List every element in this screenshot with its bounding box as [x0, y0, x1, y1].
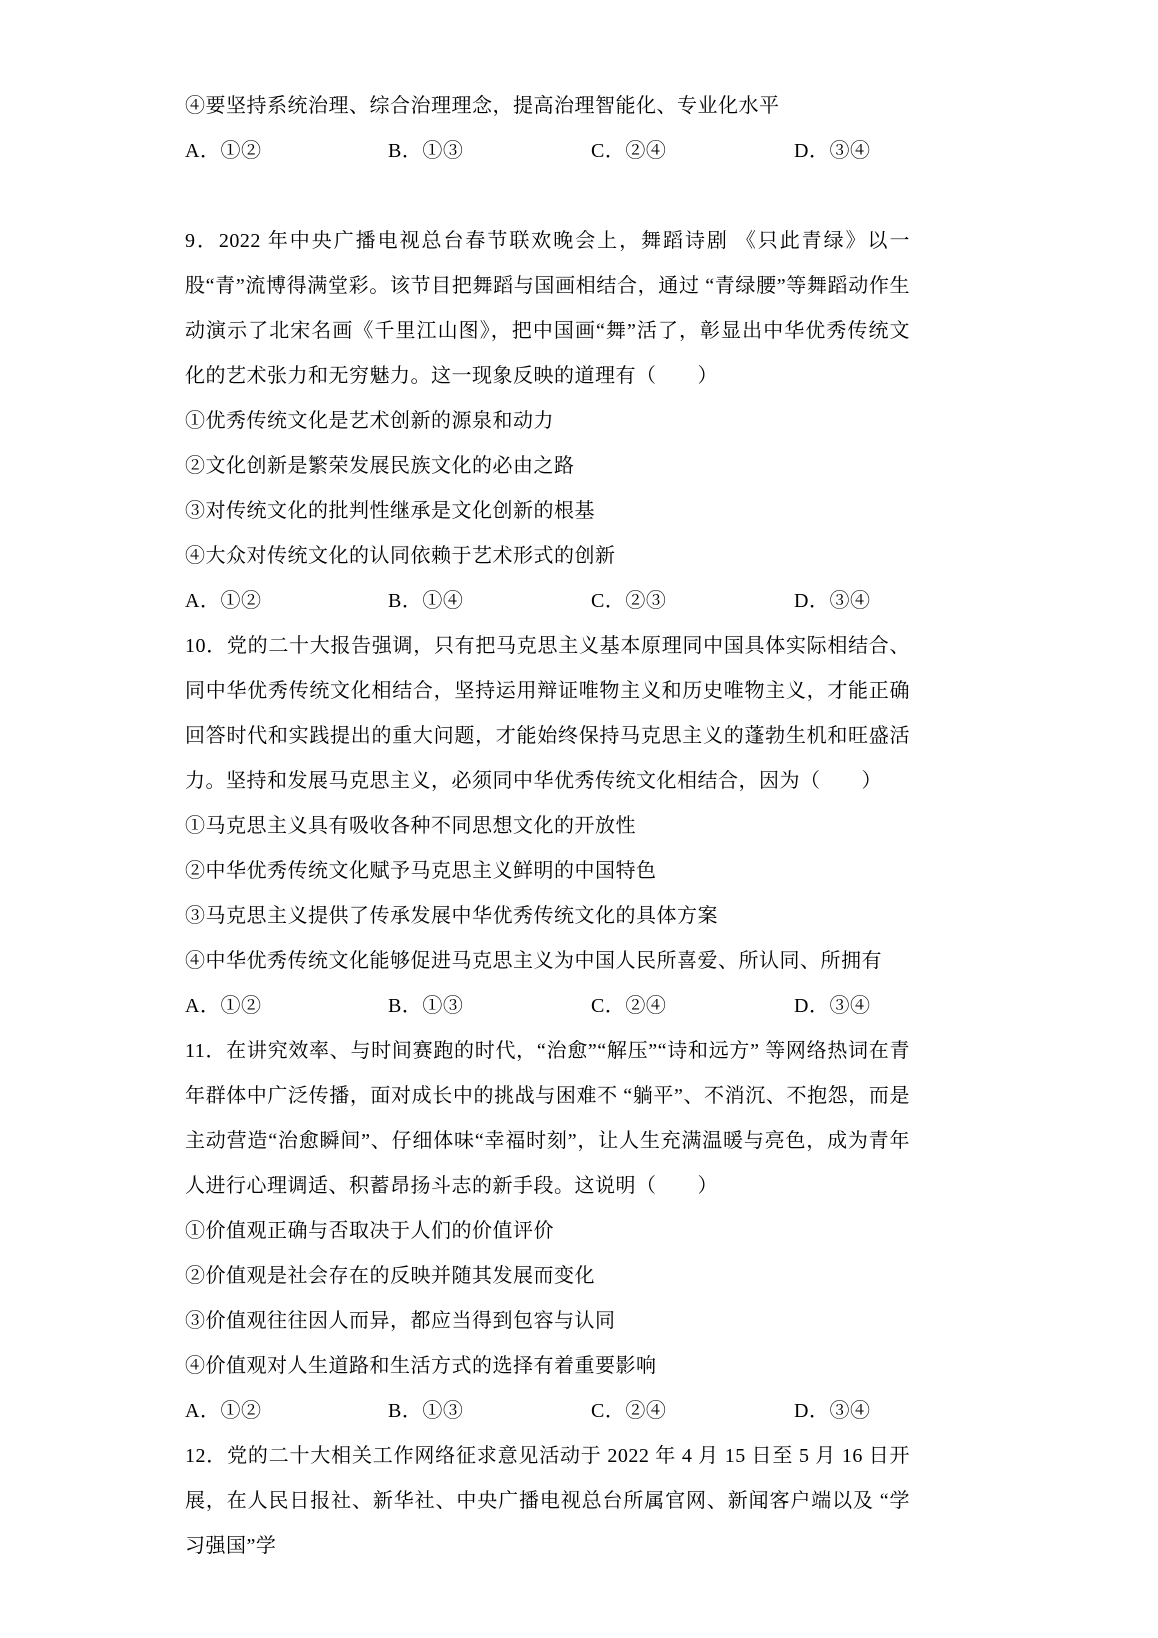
question-9-item-3: ③对传统文化的批判性继承是文化创新的根基	[185, 500, 595, 522]
question-9-choice-c: C．②③	[591, 590, 667, 612]
question-8-choice-d: D．③④	[794, 140, 871, 162]
question-11-item-2: ②价值观是社会存在的反映并随其发展而变化	[185, 1265, 595, 1287]
question-11-item-1: ①价值观正确与否取决于人们的价值评价	[185, 1220, 554, 1242]
question-10-stem: 10．党的二十大报告强调，只有把马克思主义基本原理同中国具体实际相结合、同中华优秀传统文化相结合，坚持运用辩证唯物主义和历史唯物主义，才能正确回答时代和实践提出的重大问题，才能始终保持马克思主义的蓬勃生机和旺盛活力。坚持和发展马克思主义，必须同中华优秀传统文化相结合，因为（ ）	[185, 635, 910, 792]
question-8-choices-row	[185, 129, 910, 174]
question-9-choice-d: D．③④	[794, 590, 871, 612]
question-9-stem: 9．2022 年中央广播电视总台春节联欢晚会上，舞蹈诗剧 《只此青绿》以一股“青”流博得满堂彩。该节目把舞蹈与国画相结合，通过 “青绿腰”等舞蹈动作生动演示了北宋名画《千里江山图》，把中国画“舞”活了，彰显出中华优秀传统文化的艺术张力和无穷魅力。这一现象反映的道理有（ ）	[185, 230, 910, 387]
question-9-choice-b: B．①④	[388, 590, 464, 612]
question-8-choice-a: A．①②	[185, 140, 262, 162]
question-11-choice-a: A．①②	[185, 1400, 262, 1422]
question-10-choice-b: B．①③	[388, 995, 464, 1017]
question-11-stem: 11．在讲究效率、与时间赛跑的时代，“治愈”“解压”“诗和远方” 等网络热词在青年群体中广泛传播，面对成长中的挑战与困难不 “躺平”、不消沉、不抱怨，而是主动营造“治愈瞬间”、仔细体味“幸福时刻”，让人生充满温暖与亮色，成为青年人进行心理调适、积蓄昂扬斗志的新手段。这说明（ ）	[185, 1040, 910, 1197]
question-10-item-3: ③马克思主义提供了传承发展中华优秀传统文化的具体方案	[185, 905, 718, 927]
question-11-item-4: ④价值观对人生道路和生活方式的选择有着重要影响	[185, 1355, 657, 1377]
question-10-choice-a: A．①②	[185, 995, 262, 1017]
question-9-choice-a: A．①②	[185, 590, 262, 612]
question-10-choices-row	[185, 984, 910, 1029]
question-9-choices-row	[185, 579, 910, 624]
question-10-item-4: ④中华优秀传统文化能够促进马克思主义为中国人民所喜爱、所认同、所拥有	[185, 950, 882, 972]
question-10-item-1: ①马克思主义具有吸收各种不同思想文化的开放性	[185, 815, 636, 837]
question-12-stem: 12．党的二十大相关工作网络征求意见活动于 2022 年 4 月 15 日至 5 月 16 日开展，在人民日报社、新华社、中央广播电视总台所属官网、新闻客户端以及 “学习强国”学	[185, 1445, 910, 1557]
question-9-item-1: ①优秀传统文化是艺术创新的源泉和动力	[185, 410, 554, 432]
question-11-choice-b: B．①③	[388, 1400, 464, 1422]
question-11-item-3: ③价值观往往因人而异，都应当得到包容与认同	[185, 1310, 616, 1332]
question-11-choice-c: C．②④	[591, 1400, 667, 1422]
question-8-choice-c: C．②④	[591, 140, 667, 162]
question-11-choice-d: D．③④	[794, 1400, 871, 1422]
question-10-item-2: ②中华优秀传统文化赋予马克思主义鲜明的中国特色	[185, 860, 657, 882]
section-gap	[185, 174, 910, 219]
question-10-choice-d: D．③④	[794, 995, 871, 1017]
question-9-item-4: ④大众对传统文化的认同依赖于艺术形式的创新	[185, 545, 616, 567]
question-9-item-2: ②文化创新是繁荣发展民族文化的必由之路	[185, 455, 575, 477]
question-11-choices-row	[185, 1389, 910, 1434]
question-10-choice-c: C．②④	[591, 995, 667, 1017]
question-8-choice-b: B．①③	[388, 140, 464, 162]
question-8-item-4: ④要坚持系统治理、综合治理理念，提高治理智能化、专业化水平	[185, 95, 780, 117]
